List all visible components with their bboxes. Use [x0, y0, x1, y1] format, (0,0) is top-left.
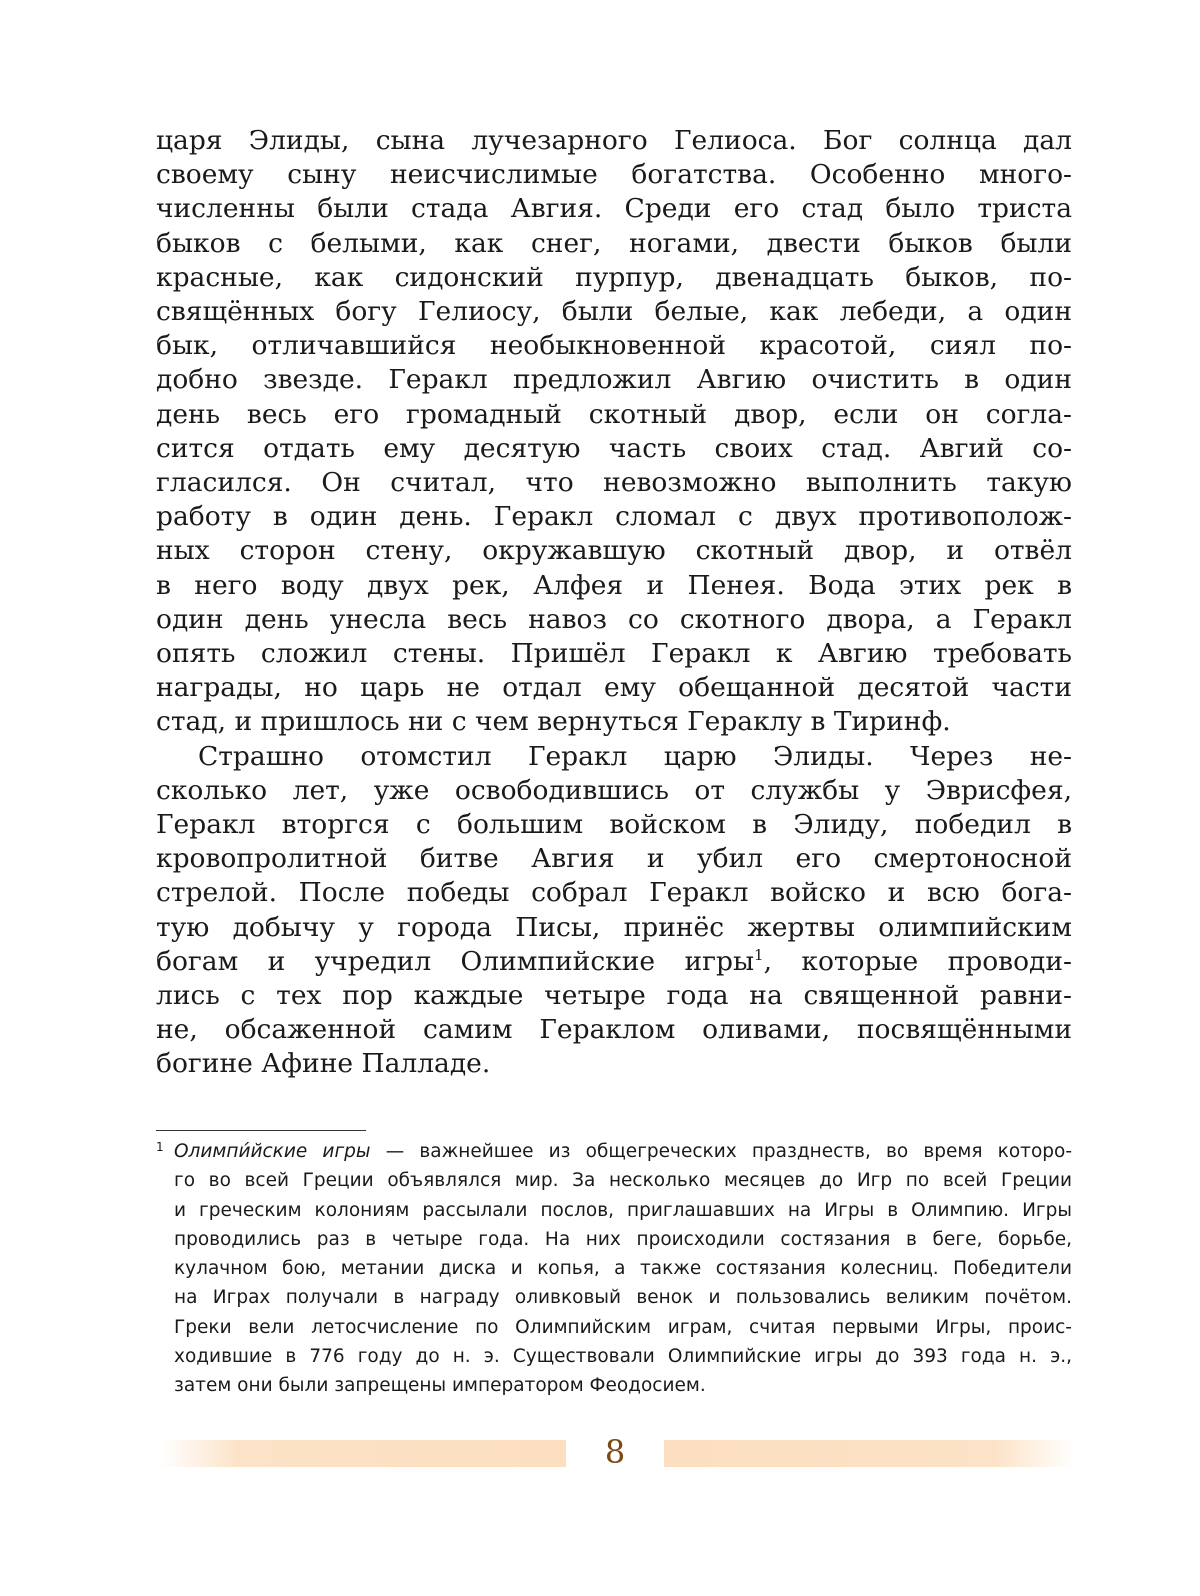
text-line: свящённых богу Гелиосу, были белые, как лебеди, а один [156, 296, 1072, 328]
text-line: кровопролитной битве Авгия и убил его смертоносной [156, 843, 1072, 875]
text-line: красные, как сидонский пурпур, двенадцать быков, по- [156, 261, 1072, 293]
footnote-line: на Играх получали в награду оливковый венок и пользовались великим почётом. [174, 1287, 1072, 1309]
text-line: работу в один день. Геракл сломал с двух противополож- [156, 501, 1072, 533]
main-text [156, 124, 1072, 1082]
footnote-line: и греческим колониям рассылали послов, приглашавших на Игры в Олимпию. Игры [174, 1199, 1072, 1221]
text-line: быков с белыми, как снег, ногами, двести быков были [156, 227, 1072, 259]
footnote-line: затем они были запрещены императором Феодосием. [174, 1375, 706, 1397]
text-line: стрелой. После победы собрал Геракл войско и всю бога- [156, 877, 1072, 909]
text-line: Геракл вторгся с большим войском в Элиду, победил в [156, 809, 1072, 841]
page-footer-bar-left [160, 1440, 566, 1467]
footnote-line: Греки вели летосчисление по Олимпийским играм, считая первыми Игры, проис- [174, 1316, 1072, 1338]
footnote-line: ходившие в 776 году до н. э. Существовали Олимпийские игры до 393 года н. э., [174, 1346, 1072, 1368]
paragraph-1 [156, 124, 1072, 740]
footnote-divider [156, 1130, 366, 1131]
paragraph-2-end [156, 979, 1072, 1082]
text-line-with-footnote-ref: богам и учредил Олимпийские игры$^1$, которые проводи- [156, 945, 1072, 977]
text-line: ных сторон стену, окружавшую скотный двор, и отвёл [156, 535, 1072, 567]
text-line: богине Афине Палладе. [156, 1048, 491, 1080]
page-footer-bar-right [664, 1440, 1074, 1467]
footnote-line: кулачном бою, метании диска и копья, а также состязания колесниц. Победители [174, 1258, 1072, 1280]
text-line: своему сыну неисчислимые богатства. Особенно много- [156, 159, 1072, 191]
footnote-line: проводились раз в четыре года. На них происходили состязания в беге, борьбе, [174, 1228, 1072, 1250]
text-line: тую добычу у города Писы, принёс жертвы олимпийским [156, 911, 1072, 943]
footnote-reference[interactable]: 1 [754, 946, 764, 965]
text-line: награды, но царь не отдал ему обещанной десятой части [156, 672, 1072, 704]
text-line: стад, и пришлось ни с чем вернуться Гераклу в Тиринф. [156, 706, 951, 738]
text-line: опять сложил стены. Пришёл Геракл к Авгию требовать [156, 638, 1072, 670]
text-line: Страшно отомстил Геракл царю Элиды. Через не- [198, 740, 1072, 772]
text-line: день весь его громадный скотный двор, если он согла- [156, 398, 1072, 430]
text-line: добно звезде. Геракл предложил Авгию очистить в один [156, 364, 1072, 396]
footnote-term: Олимпи́йские игры [174, 1141, 371, 1162]
text-line: сколько лет, уже освободившись от службы у Эврисфея, [156, 774, 1072, 806]
text-line: один день унесла весь навоз со скотного двора, а Геракл [156, 603, 1072, 635]
text-line: царя Элиды, сына лучезарного Гелиоса. Бог солнца дал [156, 125, 1072, 156]
page-number: 8 [604, 1433, 626, 1471]
text-line: лись с тех пор каждые четыре года на священной равни- [156, 980, 1072, 1012]
footnote [156, 1137, 1072, 1401]
text-line: не, обсаженной самим Гераклом оливами, посвящёнными [156, 1014, 1072, 1046]
text-line: бык, отличавшийся необыкновенной красотой, сиял по- [156, 330, 1072, 362]
footnote-number: 1 [156, 1140, 164, 1154]
paragraph-2 [156, 740, 1072, 945]
text-line: гласился. Он считал, что невозможно выполнить такую [156, 467, 1072, 499]
footnote-line: Олимпи́йские игры — важнейшее из общегреческих празднеств, во время которо- [174, 1141, 1073, 1162]
text-line: сится отдать ему десятую часть своих стад. Авгий со- [156, 432, 1072, 464]
text-line: в него воду двух рек, Алфея и Пенея. Вода этих рек в [156, 569, 1072, 601]
footnote-line: го во всей Греции объявлялся мир. За несколько месяцев до Игр по всей Греции [174, 1170, 1072, 1192]
text-line: численны были стада Авгия. Среди его стад было триста [156, 193, 1072, 225]
